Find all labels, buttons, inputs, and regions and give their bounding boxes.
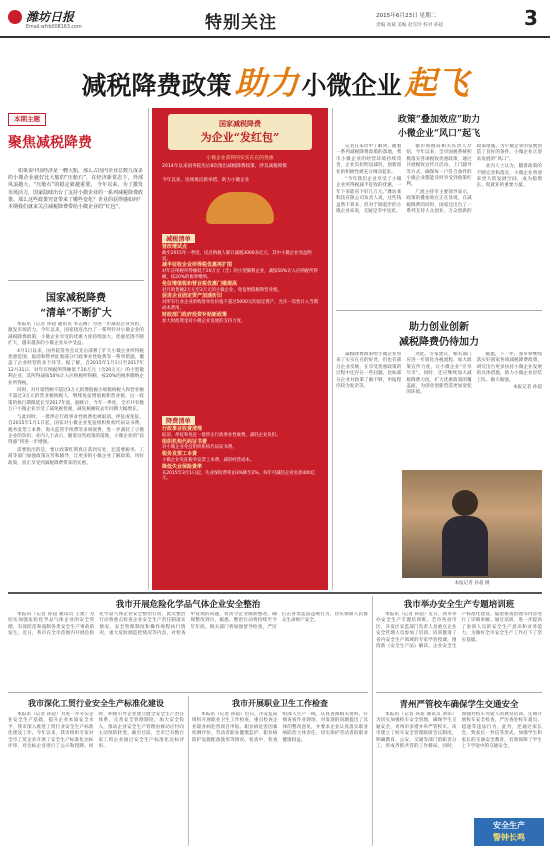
item-desc: 对所有行业企业新购进单位价值不超过5000元的固定资产，允许一次性计入当期成本费用。 [162,300,319,311]
tax-list [162,226,320,325]
paragraph: 需要指出的是，要让政策红利真正落到实处，还需要税务、工商等部门加强政策宣传和辅导，让更多的小微企业了解政策、用好政策，真正享受到减税降费带来的实惠。 [8,447,144,466]
article-left-title-1: 国家减税降费 [46,293,106,304]
paragraph: 同时，对月销售额不超过3万元的增值税小规模纳税人和营业额不超过3万元的营业税纳税人，继续免征增值税和营业税，这一政策的执行期限延长至2017年底。据统计，今年一季度，全市共有数万户小微企业享受了减免税优惠，减免税额较去年同期大幅增长。 [8,388,144,413]
list-item [162,282,320,294]
safety-banner [474,818,544,846]
item-desc: 小微企业免征税务发票工本费，减轻经营成本。 [162,457,255,463]
sub-banner: 小微企业获得的实实在在的优惠 [206,156,274,161]
item-desc: 加大财政资金对小微企业发展的支持力度。 [162,318,246,324]
item-title: 免征增值税和营业税优惠门槛提高 [162,280,238,287]
item-title: 促进企业固定资产加速折旧 [162,293,223,300]
item-desc: 对月销售额2万元至3万元的小微企业，免征增值税和营业税。 [162,287,282,293]
headline-em1: 助力 [234,64,299,102]
newspaper-logo: 潍坊日报 [26,10,75,24]
article-right-mid-title-1: 助力创业创新 [409,322,469,333]
person-shape [452,490,478,516]
banner-line-1: 国家减税降费 [219,119,261,128]
safety-banner-line-1: 安全生产 [493,821,525,830]
list-item [162,465,320,482]
paragraph: 减税降费政策给小微企业带来了实实在在的好处，但也有部分企业反映，在享受优惠政策的过程中还存在一些问题，比如部分企业对政策了解不够，申报程序较为复杂等。 [336,352,402,390]
news-photo [402,470,542,578]
section-title: 特别关注 [205,13,277,33]
bottom-article-body [8,612,368,688]
theme-intro: 如果说中国经济是一艘大船，那么占国内企业总数九成多的小微企业就好比大船的“压舱石”，在经济新常态下，外部风浪越大，“压舱石”的稳定就越重要。 今年以来，为了激发市场活力，国家陆续出台了支持小微企业的一系列减税降费政策。那么这些政策究竟带来了哪些变化？企业的获得感如何？本期我们就来关注减税降费带给小微企业的“红包”。 [8,168,143,211]
headline-middle: 小微企业 [301,71,402,100]
fee-list-title: 降费清单 [162,416,195,425]
paragraph: 本报讯（记者 孙超 通讯员 王建）为切实加强危险化学品气体企业的安全管理，有效防范和遏制各类安全生产事故的发生，近日，我市在全市范围内开展危险化学品气体企业安全整治行动。此次整治行动将重点检查企业安全生产责任制落实情况、安全管理制度和操作规程执行情况、重大危险源监控情况等内容。对检查中发现的问题，将责令企业限期整改，确保整改到位。据悉，整治行动将持续至今年年底。相关部门将加强督导检查，严厉打击各类违法违规行为，切实保障人民群众生命财产安全。 [8,612,368,637]
item-title: 财政部门政府投资补贴新政策 [162,311,228,318]
paragraph: 本报讯（记者 孙超）近日，我市举办安全生产专题培训班，全市各县市区、开发区安监部门负责人及重点企业安全管理人员参加了培训。培训邀请了省内安全生产领域的专家学者授课，围绕新《安全生产法》解读、企业安全生产标准化建设、隐患排查治理等内容进行了详细讲解。通过培训，进一步提高了参训人员的安全生产意识和业务能力，为做好全市安全生产工作打下了坚实基础。 [376,612,542,650]
item-title: 降低失业保险费率 [162,463,203,470]
item-title: 减半征收企业所得税优惠再扩围 [162,262,233,269]
coin-stack-icon [206,192,274,224]
list-item [162,440,320,452]
main-headline [0,58,550,102]
item-desc: 截至2015年一季度，试点纳税人累计减税3000多亿元，其中小微企业受益明显。 [162,250,312,262]
bottom-article-title: 我市深化工贸行业安全生产标准化建设 [28,698,164,708]
bottom-article-title: 我市举办安全生产专题培训班 [403,600,515,610]
bottom-article-body [376,712,542,816]
theme-title: 聚焦减税降费 [8,135,92,151]
banner-line-2: 为企业“发红包” [200,131,280,144]
list-item [162,294,320,311]
theme-tag: 本期主题 [8,113,46,126]
paragraph: “今年我们企业享受了小微企业所得税减半征收的优惠，一年下来能省下好几万元。”潍坊某科技有限公司负责人说，这些钱虽然不算多，但对于刚起步的小微企业来说，无疑是雪中送炭。 [336,177,402,215]
item-desc: 对年应纳税所得额低于20万元（含）的小型微利企业，减按50%计入应纳税所得额，按20%的税率缴纳。 [162,269,318,280]
paragraph: 记者在采访中了解到，随着一系列减税降费政策的落地，我市小微企业的经营环境持续改善，企业负担明显减轻，创新创业的积极性被充分调动起来。 [336,144,402,175]
bottom-article-body [192,712,368,844]
fee-list [162,408,320,483]
stat-1: 2014年以来国务院先后8次推出减税降费政策，涉及减税规模 [162,164,287,169]
paragraph: 本报讯（记者 孙超）近日，市安监局组织开展职业卫生工作检查，重点检查企业职业病危害项目申报、职业病危害因素检测评价、劳动者职业健康监护、职业病防护设施配备使用等情况。检查中，检查组深入生产一线，认真查阅相关资料，仔细查看作业现场，对发现的问题提出了具体的整改意见，并要求企业认真落实职业病防治主体责任，切实保护劳动者的职业健康权益。 [192,712,368,743]
paragraph: 本报讯（记者 孙超 通讯员 李志刚）为进一步减轻企业负担，激发市场活力，今年以来，国家接连出台了一系列针对小微企业的减税降费政策，小微企业享受的优惠力度持续加大，优惠范围不断扩大，越来越多的小微企业从中受益。 [8,322,144,347]
bottom-article-title: 我市开展职业卫生工作检查 [232,698,328,708]
list-item [162,313,320,325]
list-item [162,245,320,262]
article-left-title-2: “清单”不断扩大 [40,308,112,319]
article-left-body [8,322,144,590]
paragraph: 对此，专家建议，相关部门应进一步简化办税流程，加大政策宣传力度，让小微企业“应享尽享”。同时，还应继续加大减税降费力度，扩大优惠政策的覆盖面，为创业创新营造更加宽松的环境。 [406,352,472,396]
masthead [0,0,550,36]
stat-2: 今年以来，连续推出新举措，助力小微企业 [162,178,250,183]
paragraph: 广流主持市主要领导表示，政策的叠加效应正在显现。在减税降费的同时，国家还出台了一系列支持大众创业、万众创新的政策措施，为小微企业的发展创造了良好的条件，小微企业正迎来发展的“风口”。 [406,144,542,215]
photo-caption: 本报记者 孙超 摄 [454,581,490,586]
editor-line: 责编 高斌 美编 赵雪玲 校对 孙超 [376,23,444,28]
paragraph: 本报讯（记者 孙超）为进一步夯实企业安全生产基础，提升企业本质安全水平，我市深入推进工贸行业安全生产标准化建设工作。今年以来，我市组织专家对全市工贸企业开展了安全生产标准化达标评审，对达标企业进行了公示和授牌。同时，积极引导企业建立健全安全生产责任体系，完善安全管理制度，加大安全投入，推动企业安全生产管理由被动应付向主动预防转变。截至目前，全市已有数百家工贸企业通过安全生产标准化达标评审。 [8,712,184,750]
byline: 本报记者 孙超 [512,385,542,391]
paragraph: 与此同时，一批涉企行政事业性收费也被取消、停征或免征。自2015年1月1日起，国家对小微企业免征组织机构代码证书费、税务发票工本费、海关监管手续费等多项收费，进一步减轻了小微企业的负担。业内人士表示，随着这些政策的落地，小微企业的“获得感”将进一步增强。 [8,414,144,446]
article-right-top-title-1: 政策“叠加效应”助力 [397,115,481,125]
item-desc: 对小微企业免征组织机构代码证书费。 [162,445,237,451]
tax-list-title: 减税清单 [162,234,195,243]
item-title: 行政事业收费清理 [162,426,203,432]
person-shape [442,516,488,576]
bottom-article-body [376,612,542,688]
logo-icon [8,10,22,24]
item-desc: 取消、停征和免征一批涉企行政事业性收费，减轻企业负担。 [162,432,281,438]
paragraph: 本报讯（记者 孙超 通讯员 刘伟）为切实加强校车安全管理，确保学生交通安全，青州市多措并举严管校车。该市建立了校车安全管理联席会议制度，明确教育、公安、交通等部门的职责分工，形成齐抓共管的工作格局。同时，加强对校车驾驶人的教育培训，定期开展校车安全检查，严厉查处校车超员、超速等违法行为。此外，还通过家长会、致家长一封信等形式，加强学生和家长的交通安全教育，有效保障了学生上下学途中的交通安全。 [376,712,542,750]
list-item [162,452,320,464]
paragraph: 据悉，下一步，我市将继续落实好国家各项减税降费政策，研究出台更多扶持小微企业发展的具体措施，助力小微企业轻装上阵、做大做强。 [476,352,542,383]
infographic [152,108,328,590]
item-title: 税务发票工本费 [162,451,198,458]
paragraph: 业内人士认为，随着政策的不断完善和落实，小微企业将迎来更大的发展空间，成为稳增长、促就业的重要力量。 [476,164,542,189]
bottom-article-title: 我市开展危险化学品气体企业安全整治 [115,600,261,610]
item-title: 营改增试点 [162,244,188,250]
safety-banner-line-2: 警钟长鸣 [493,833,525,842]
article-right-top-body [336,144,542,304]
page-number: 3 [524,6,538,30]
item-title: 组织机构代码证书费 [162,438,208,445]
article-right-top-title-2: 小微企业“风口”起飞 [397,129,481,139]
list-item [162,263,320,280]
item-desc: 从2015年3月1日起，失业保险费率由3%降至2%，每年可减轻企业负担400亿元。 [162,470,316,482]
headline-em2: 起飞 [404,64,469,102]
list-item [162,427,320,439]
paragraph: 据市国税局相关负责人介绍，今年以来，全市国税系统积极落实各项税收优惠政策，通过开展税收宣传月活动、上门辅导等方式，确保每一户符合条件的小微企业都能及时享受到政策红利。 [406,144,472,188]
masthead-email: Email:wfrb008163.com [26,25,82,30]
banner [168,114,312,150]
article-right-mid-title-2: 减税降费仍待加力 [399,337,479,348]
headline-prefix: 减税降费政策 [81,71,232,100]
bottom-article-body [8,712,184,844]
paragraph: 4月1日以来，国务院常务会议先后部署了扩大小微企业所得税优惠范围、取消和暂停征收部分行政事业性收费等一系列措施，覆盖了企业经营的多个环节。据了解，自2015年1月1日至2017年12月31日，对年应纳税所得额低于20万元（含20万元）的小型微利企业，其所得减按50%计入应纳税所得额，按20%的税率缴纳企业所得税。 [8,348,144,386]
bottom-article-title: 青州严管校车确保学生交通安全 [399,700,519,710]
issue-date: 2015年6月23日 星期二 [376,13,437,19]
